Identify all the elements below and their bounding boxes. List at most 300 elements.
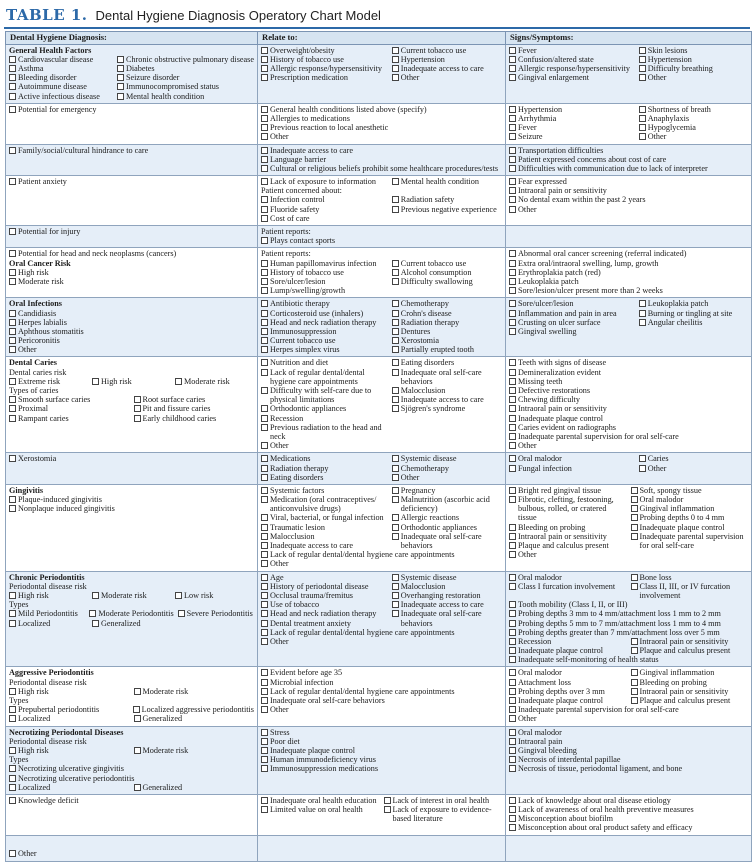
checkbox-moderate-risk[interactable] — [92, 592, 99, 599]
checkbox-active-infectious-disease[interactable] — [9, 93, 16, 100]
checkbox-seizure[interactable] — [509, 133, 516, 140]
checkbox-high-risk[interactable] — [9, 688, 16, 695]
checkbox-other[interactable] — [509, 442, 516, 449]
checkbox-item — [392, 582, 502, 591]
checkbox-sore-ulcer-lesion[interactable] — [261, 278, 268, 285]
subheading: Patient reports: — [261, 249, 311, 259]
checkbox-caries[interactable] — [639, 455, 646, 462]
checkbox-allergic-reactions[interactable] — [392, 514, 399, 521]
checkbox-pregnancy[interactable] — [392, 487, 399, 494]
checkbox-language-barrier[interactable] — [261, 156, 268, 163]
checkbox-inadequate-oral-self-care-behaviors[interactable] — [261, 697, 268, 704]
checkbox-item — [261, 619, 388, 628]
checkbox-difficulty-breathing[interactable] — [639, 65, 646, 72]
checkbox-lack-of-interest-in-oral-health[interactable] — [384, 797, 391, 804]
checkbox-label: Knowledge deficit — [18, 795, 79, 805]
checkbox-class-i-furcation-involvement[interactable] — [509, 583, 516, 590]
checkbox-label: Moderate risk — [142, 686, 189, 696]
checkbox-label: Bleeding on probing — [639, 677, 707, 687]
checkbox-poor-diet[interactable] — [261, 738, 268, 745]
checkbox-allergies-to-medications[interactable] — [261, 115, 268, 122]
checkbox-hypertension[interactable] — [509, 106, 516, 113]
checkbox-label: Plays contact sports — [270, 236, 336, 246]
checkbox-other[interactable] — [261, 133, 268, 140]
checkbox-intraoral-pain-or-sensitivity[interactable] — [509, 533, 516, 540]
checkbox-item — [509, 687, 627, 696]
checkbox-misconception-about-biofilm[interactable] — [509, 815, 516, 822]
checkbox-herpes-labialis[interactable] — [9, 319, 16, 326]
checkbox-plaque-and-calculus-present[interactable] — [509, 542, 516, 549]
checkbox-inadequate-plaque-control[interactable] — [509, 415, 516, 422]
checkbox-other[interactable] — [261, 706, 268, 713]
checkbox-item — [261, 696, 502, 705]
table-number: TABLE 1. — [6, 6, 88, 24]
checkbox-plaque-and-calculus-present[interactable] — [631, 697, 638, 704]
checkbox-pericoronitis[interactable] — [9, 337, 16, 344]
checkbox-misconception-about-oral-product-safety-[interactable] — [509, 824, 516, 831]
checkbox-label: Lump/swelling/growth — [270, 286, 346, 296]
checkbox-item — [509, 486, 627, 495]
checkbox-systemic-disease[interactable] — [392, 574, 399, 581]
checkbox-tooth-mobility-class-i-ii-or-iii[interactable] — [509, 601, 516, 608]
checkbox-knowledge-deficit[interactable] — [9, 797, 16, 804]
checkbox-anaphylaxis[interactable] — [639, 115, 646, 122]
checkbox-previous-negative-experience[interactable] — [392, 206, 399, 213]
checkbox-probing-depths-3-mm-to-4-mm-attachment-l[interactable] — [509, 610, 516, 617]
checkbox-generalized[interactable] — [134, 715, 141, 722]
checkbox-immunosuppression[interactable] — [261, 328, 268, 335]
checkbox-radiation-safety[interactable] — [392, 196, 399, 203]
checkbox-necrotizing-ulcerative-periodontitis[interactable] — [9, 775, 16, 782]
checkbox-item — [509, 155, 748, 164]
checkbox-difficulties-with-communication-due-to-l[interactable] — [509, 165, 516, 172]
checkbox-inadequate-plaque-control[interactable] — [631, 524, 638, 531]
checkbox-fibrotic-clefting-festooning-bulbous-rol[interactable] — [509, 496, 516, 503]
checkbox-localized-aggressive-periodontitis[interactable] — [133, 706, 140, 713]
checkbox-lack-of-regular-dental-dental-hygiene-ca[interactable] — [261, 369, 268, 376]
checkbox-localized[interactable] — [9, 784, 16, 791]
checkbox-diabetes[interactable] — [117, 65, 124, 72]
checkbox-label: Sjögren's syndrome — [400, 404, 466, 414]
checkbox-chronic-obstructive-pulmonary-disease[interactable] — [117, 56, 124, 63]
checkbox-patient-anxiety[interactable] — [9, 178, 16, 185]
checkbox-sore-lesion-ulcer-present-more-than-2-we[interactable] — [509, 287, 516, 294]
checkbox-root-surface-caries[interactable] — [134, 396, 141, 403]
checkbox-mental-health-condition[interactable] — [117, 93, 124, 100]
checkbox-other[interactable] — [261, 560, 268, 567]
cell-diagnosis — [6, 667, 258, 726]
checkbox-skin-lesions[interactable] — [639, 47, 646, 54]
checkbox-smooth-surface-caries[interactable] — [9, 396, 16, 403]
checkbox-bleeding-on-probing[interactable] — [509, 524, 516, 531]
checkbox-antibiotic-therapy[interactable] — [261, 300, 268, 307]
checkbox-occlusal-trauma-fremitus[interactable] — [261, 592, 268, 599]
cell-relate — [258, 453, 506, 485]
checkbox-label: Nutrition and diet — [270, 358, 329, 368]
checkbox-systemic-factors[interactable] — [261, 487, 268, 494]
checkbox-item — [509, 327, 635, 336]
cell-signs — [506, 176, 752, 226]
checkbox-inadequate-access-to-care[interactable] — [261, 542, 268, 549]
checkbox-fluoride-safety[interactable] — [261, 206, 268, 213]
checkbox-item — [392, 486, 502, 495]
checkbox-sore-ulcer-lesion[interactable] — [509, 300, 516, 307]
checkbox-general-health-conditions-listed-above-s[interactable] — [261, 106, 268, 113]
checkbox-xerostomia[interactable] — [9, 455, 16, 462]
checkbox-extreme-risk[interactable] — [9, 378, 16, 385]
checkbox-hypertension[interactable] — [639, 56, 646, 63]
checkbox-probing-depths-greater-than-7-mm-attachm[interactable] — [509, 629, 516, 636]
checkbox-allergic-response-hypersensitivity[interactable] — [261, 65, 268, 72]
checkbox-missing-teeth[interactable] — [509, 378, 516, 385]
checkbox-necrosis-of-interdental-papillae[interactable] — [509, 756, 516, 763]
checkbox-moderate-risk[interactable] — [134, 747, 141, 754]
checkbox-item — [9, 609, 85, 618]
checkbox-previous-radiation-to-the-head-and-neck[interactable] — [261, 424, 268, 431]
checkbox-fever[interactable] — [509, 47, 516, 54]
checkbox-gingival-bleeding[interactable] — [509, 747, 516, 754]
checkbox-prescription-medication[interactable] — [261, 74, 268, 81]
checkbox-eating-disorders[interactable] — [392, 359, 399, 366]
checkbox-plaque-induced-gingivitis[interactable] — [9, 496, 16, 503]
checkbox-other[interactable] — [261, 442, 268, 449]
checkbox-lack-of-regular-dental-dental-hygiene-ca[interactable] — [261, 688, 268, 695]
checkbox-early-childhood-caries[interactable] — [134, 415, 141, 422]
checkbox-fever[interactable] — [509, 124, 516, 131]
checkbox-recession[interactable] — [509, 638, 516, 645]
checkbox-item — [261, 358, 388, 367]
checkbox-other[interactable] — [639, 465, 646, 472]
checkbox-rampant-caries[interactable] — [9, 415, 16, 422]
checkbox-leukoplakia-patch[interactable] — [639, 300, 646, 307]
checkbox-cultural-or-religious-beliefs-prohibit-s[interactable] — [261, 165, 268, 172]
checkbox-high-risk[interactable] — [9, 592, 16, 599]
checkbox-item — [261, 609, 388, 618]
checkbox-no-dental-exam-within-the-past-2-years[interactable] — [509, 196, 516, 203]
checkbox-defective-restorations[interactable] — [509, 387, 516, 394]
checkbox-lack-of-regular-dental-dental-hygiene-ca[interactable] — [261, 629, 268, 636]
checkbox-plaque-and-calculus-present[interactable] — [631, 647, 638, 654]
checkbox-high-risk[interactable] — [9, 269, 16, 276]
checkbox-item — [509, 678, 627, 687]
checkbox-item — [639, 299, 748, 308]
checkbox-allergic-response-hypersensitivity[interactable] — [509, 65, 516, 72]
checkbox-inadequate-parental-supervision-for-oral[interactable] — [631, 533, 638, 540]
checkbox-immunocompromised-status[interactable] — [117, 83, 124, 90]
checkbox-autoimmune-disease[interactable] — [9, 83, 16, 90]
checkbox-stress[interactable] — [261, 729, 268, 736]
checkbox-dental-treatment-anxiety[interactable] — [261, 620, 268, 627]
checkbox-inadequate-access-to-care[interactable] — [392, 396, 399, 403]
checkbox-human-immunodeficiency-virus[interactable] — [261, 756, 268, 763]
checkbox-overhanging-restoration[interactable] — [392, 592, 399, 599]
checkbox-probing-depths-over-3-mm[interactable] — [509, 688, 516, 695]
checkbox-eating-disorders[interactable] — [261, 474, 268, 481]
checkbox-high-risk[interactable] — [92, 378, 99, 385]
checkbox-localized[interactable] — [9, 715, 16, 722]
checkbox-label: Chronic obstructive pulmonary disease — [125, 54, 254, 64]
checkbox-inadequate-access-to-care[interactable] — [392, 65, 399, 72]
checkbox-lack-of-exposure-to-information[interactable] — [261, 178, 268, 185]
checkbox-other[interactable] — [392, 74, 399, 81]
checkbox-radiation-therapy[interactable] — [392, 319, 399, 326]
checkbox-generalized[interactable] — [134, 784, 141, 791]
checkbox-demineralization-evident[interactable] — [509, 369, 516, 376]
checkbox-other[interactable] — [639, 74, 646, 81]
checkbox-label: Gingival inflammation — [639, 504, 715, 514]
checkbox-label: Gingival inflammation — [639, 668, 715, 678]
checkbox-necrotizing-ulcerative-gingivitis[interactable] — [9, 765, 16, 772]
checkbox-bleeding-on-probing[interactable] — [631, 679, 638, 686]
checkbox-difficulty-with-self-care-due-to-physica[interactable] — [261, 387, 268, 394]
checkbox-soft-spongy-tissue[interactable] — [631, 487, 638, 494]
checkbox-item — [134, 687, 255, 696]
checkbox-other[interactable] — [261, 638, 268, 645]
checkbox-moderate-risk[interactable] — [9, 278, 16, 285]
checkbox-immunosuppression-medications[interactable] — [261, 765, 268, 772]
checkbox-oral-malodor[interactable] — [631, 496, 638, 503]
checkbox-other[interactable] — [639, 133, 646, 140]
checkbox-human-papillomavirus-infection[interactable] — [261, 260, 268, 267]
checkbox-head-and-neck-radiation-therapy[interactable] — [261, 319, 268, 326]
checkbox-asthma[interactable] — [9, 65, 16, 72]
checkbox-fear-expressed[interactable] — [509, 178, 516, 185]
checkbox-potential-for-head-and-neck-neoplasms-ca[interactable] — [9, 250, 16, 257]
checkbox-radiation-therapy[interactable] — [261, 465, 268, 472]
checkbox-item — [392, 299, 502, 308]
checkbox-xerostomia[interactable] — [392, 337, 399, 344]
checkbox-medications[interactable] — [261, 455, 268, 462]
checkbox-evident-before-age-35[interactable] — [261, 669, 268, 676]
checkbox-plays-contact-sports[interactable] — [261, 237, 268, 244]
checkbox-potential-for-injury[interactable] — [9, 228, 16, 235]
checkbox-inadequate-oral-self-care-behaviors[interactable] — [392, 610, 399, 617]
checkbox-lack-of-awareness-of-oral-health-prevent[interactable] — [509, 806, 516, 813]
checkbox-item — [117, 82, 254, 91]
checkbox-intraoral-pain[interactable] — [509, 738, 516, 745]
checkbox-fungal-infection[interactable] — [509, 465, 516, 472]
checkbox-alcohol-consumption[interactable] — [392, 269, 399, 276]
checkbox-current-tobacco-use[interactable] — [392, 260, 399, 267]
checkbox-low-risk[interactable] — [175, 592, 182, 599]
checkbox-label: Plaque and calculus present — [639, 646, 731, 656]
checkbox-angular-cheilitis[interactable] — [639, 319, 646, 326]
checkbox-inadequate-parental-supervision-for-oral[interactable] — [509, 433, 516, 440]
checkbox-malocclusion[interactable] — [392, 583, 399, 590]
checkbox-cost-of-care[interactable] — [261, 215, 268, 222]
checkbox-shortness-of-breath[interactable] — [639, 106, 646, 113]
checkbox-label: Anaphylaxis — [647, 113, 690, 123]
checkbox-gingival-inflammation[interactable] — [631, 669, 638, 676]
checkbox-caries-evident-on-radiographs[interactable] — [509, 424, 516, 431]
checkbox-malocclusion[interactable] — [261, 533, 268, 540]
checkbox-dentures[interactable] — [392, 328, 399, 335]
checkbox-potential-for-emergency[interactable] — [9, 106, 16, 113]
checkbox-nutrition-and-diet[interactable] — [261, 359, 268, 366]
checkbox-crohn-s-disease[interactable] — [392, 310, 399, 317]
checkbox-hypoglycemia[interactable] — [639, 124, 646, 131]
checkbox-probing-depths-5-mm-to-7-mm-attachment-l[interactable] — [509, 620, 516, 627]
checkbox-leukoplakia-patch[interactable] — [509, 278, 516, 285]
checkbox-medication-oral-contraceptives-anticonvu[interactable] — [261, 496, 268, 503]
checkbox-localized[interactable] — [9, 620, 16, 627]
checkbox-mild-periodontitis[interactable] — [9, 610, 16, 617]
checkbox-infection-control[interactable] — [261, 196, 268, 203]
checkbox-history-of-tobacco-use[interactable] — [261, 56, 268, 63]
checkbox-intraoral-pain-or-sensitivity[interactable] — [509, 405, 516, 412]
checkbox-inadequate-access-to-care[interactable] — [261, 147, 268, 154]
checkbox-moderate-periodontitis[interactable] — [89, 610, 96, 617]
checkbox-teeth-with-signs-of-disease[interactable] — [509, 359, 516, 366]
checkbox-inadequate-self-monitoring-of-health-sta[interactable] — [509, 656, 516, 663]
checkbox-abnormal-oral-cancer-screening-referral-[interactable] — [509, 250, 516, 257]
checkbox-generalized[interactable] — [92, 620, 99, 627]
checkbox-orthodontic-appliances[interactable] — [392, 524, 399, 531]
checkbox-lack-of-exposure-to-evidence-based-liter[interactable] — [384, 806, 391, 813]
checkbox-limited-value-on-oral-health[interactable] — [261, 806, 268, 813]
checkbox-label: Inadequate parental supervision for oral self-care — [639, 531, 744, 550]
checkbox-inflammation-and-pain-in-area[interactable] — [509, 310, 516, 317]
checkbox-confusion-altered-state[interactable] — [509, 56, 516, 63]
checkbox-inadequate-plaque-control[interactable] — [509, 647, 516, 654]
checkbox-erythroplakia-patch-red[interactable] — [509, 269, 516, 276]
checkbox-bleeding-disorder[interactable] — [9, 74, 16, 81]
checkbox-corticosteroid-use-inhalers[interactable] — [261, 310, 268, 317]
checkbox-intraoral-pain-or-sensitivity[interactable] — [509, 187, 516, 194]
checkbox-partially-erupted-tooth[interactable] — [392, 346, 399, 353]
checkbox-head-and-neck-radiation-therapy[interactable] — [261, 610, 268, 617]
checkbox-oral-malodor[interactable] — [509, 574, 516, 581]
checkbox-gingival-inflammation[interactable] — [631, 505, 638, 512]
checkbox-overweight-obesity[interactable] — [261, 47, 268, 54]
checkbox-label: Allergies to medications — [270, 113, 350, 123]
cell-diagnosis — [6, 835, 258, 861]
checkbox-inadequate-oral-health-education[interactable] — [261, 797, 268, 804]
checkbox-other[interactable] — [509, 551, 516, 558]
table-caption: Dental Hygiene Diagnosis Operatory Chart Model — [95, 8, 381, 23]
checkbox-chemotherapy[interactable] — [392, 465, 399, 472]
checkbox-necrosis-of-tissue-periodontal-ligament-[interactable] — [509, 765, 516, 772]
checkbox-chewing-difficulty[interactable] — [509, 396, 516, 403]
checkbox-traumatic-lesion[interactable] — [261, 524, 268, 531]
checkbox-other[interactable] — [392, 474, 399, 481]
checkbox-item — [392, 259, 502, 268]
checkbox-label: Probing depths 3 mm to 4 mm/attachment loss 1 mm to 2 mm — [518, 609, 721, 619]
checkbox-label: Herpes labialis — [18, 317, 67, 327]
checkbox-mental-health-condition[interactable] — [392, 178, 399, 185]
checkbox-oral-malodor[interactable] — [509, 729, 516, 736]
checkbox-inadequate-plaque-control[interactable] — [261, 747, 268, 754]
checkbox-family-social-cultural-hindrance-to-care[interactable] — [9, 147, 16, 154]
checkbox-moderate-risk[interactable] — [175, 378, 182, 385]
checkbox-high-risk[interactable] — [9, 747, 16, 754]
checkbox-severe-periodontitis[interactable] — [178, 610, 185, 617]
checkbox-arrhythmia[interactable] — [509, 115, 516, 122]
checkbox-other[interactable] — [9, 850, 16, 857]
checkbox-current-tobacco-use[interactable] — [392, 47, 399, 54]
checkbox-current-tobacco-use[interactable] — [261, 337, 268, 344]
checkbox-gingival-enlargement[interactable] — [509, 74, 516, 81]
checkbox-burning-or-tingling-at-site[interactable] — [639, 310, 646, 317]
checkbox-label: Localized — [18, 714, 51, 724]
checkbox-other[interactable] — [509, 206, 516, 213]
checkbox-seizure-disorder[interactable] — [117, 74, 124, 81]
checkbox-item — [261, 637, 502, 646]
checkbox-label: Defective restorations — [518, 386, 591, 395]
checkbox-attachment-loss[interactable] — [509, 679, 516, 686]
checkbox-class-ii-iii-or-iv-furcation-involvement[interactable] — [631, 583, 638, 590]
checkbox-nonplaque-induced-gingivitis[interactable] — [9, 505, 16, 512]
checkbox-oral-malodor[interactable] — [509, 669, 516, 676]
checkbox-orthodontic-appliances[interactable] — [261, 405, 268, 412]
checkbox-transportation-difficulties[interactable] — [509, 147, 516, 154]
checkbox-lump-swelling-growth[interactable] — [261, 287, 268, 294]
checkbox-label: Hypoglycemia — [647, 123, 696, 133]
checkbox-other[interactable] — [509, 715, 516, 722]
checkbox-item — [509, 358, 748, 367]
checkbox-inadequate-parental-supervision-for-oral[interactable] — [509, 706, 516, 713]
checkbox-cardiovascular-disease[interactable] — [9, 56, 16, 63]
checkbox-lack-of-knowledge-about-oral-disease-eti[interactable] — [509, 797, 516, 804]
checkbox-chemotherapy[interactable] — [392, 300, 399, 307]
checkbox-malnutrition-ascorbic-acid-deficiency[interactable] — [392, 496, 399, 503]
checkbox-herpes-simplex-virus[interactable] — [261, 346, 268, 353]
checkbox-lack-of-regular-dental-dental-hygiene-ca[interactable] — [261, 551, 268, 558]
checkbox-patient-expressed-concerns-about-cost-of[interactable] — [509, 156, 516, 163]
checkbox-intraoral-pain-or-sensitivity[interactable] — [631, 688, 638, 695]
checkbox-moderate-risk[interactable] — [134, 688, 141, 695]
checkbox-item — [175, 591, 254, 600]
checkbox-viral-bacterial-or-fungal-infection[interactable] — [261, 514, 268, 521]
checkbox-systemic-disease[interactable] — [392, 455, 399, 462]
checkbox-inadequate-oral-self-care-behaviors[interactable] — [392, 369, 399, 376]
checkbox-other[interactable] — [9, 346, 16, 353]
checkbox-use-of-tobacco[interactable] — [261, 601, 268, 608]
checkbox-microbial-infection[interactable] — [261, 679, 268, 686]
checkbox-recession[interactable] — [261, 415, 268, 422]
checkbox-previous-reaction-to-local-anesthetic[interactable] — [261, 124, 268, 131]
checkbox-probing-depths-0-to-4-mm[interactable] — [631, 514, 638, 521]
checkbox-prepubertal-periodontitis[interactable] — [9, 706, 16, 713]
checkbox-sj-gren-s-syndrome[interactable] — [392, 405, 399, 412]
checkbox-gingival-swelling[interactable] — [509, 328, 516, 335]
checkbox-oral-malodor[interactable] — [509, 455, 516, 462]
checkbox-crusting-on-ulcer-surface[interactable] — [509, 319, 516, 326]
checkbox-bone-loss[interactable] — [631, 574, 638, 581]
checkbox-label: Difficulty breathing — [647, 64, 713, 73]
checkbox-label: Class I furcation involvement — [518, 581, 616, 591]
checkbox-history-of-tobacco-use[interactable] — [261, 269, 268, 276]
checkbox-history-of-periodontal-disease[interactable] — [261, 583, 268, 590]
checkbox-candidiasis[interactable] — [9, 310, 16, 317]
checkbox-extra-oral-intraoral-swelling-lump-growt[interactable] — [509, 260, 516, 267]
checkbox-difficulty-swallowing[interactable] — [392, 278, 399, 285]
row-aggressive-periodontitis — [6, 667, 752, 726]
checkbox-inadequate-plaque-control[interactable] — [509, 697, 516, 704]
checkbox-hypertension[interactable] — [392, 56, 399, 63]
checkbox-malocclusion[interactable] — [392, 387, 399, 394]
checkbox-aphthous-stomatitis[interactable] — [9, 328, 16, 335]
checkbox-bright-red-gingival-tissue[interactable] — [509, 487, 516, 494]
checkbox-inadequate-access-to-care[interactable] — [392, 601, 399, 608]
checkbox-pit-and-fissure-caries[interactable] — [134, 405, 141, 412]
checkbox-age[interactable] — [261, 574, 268, 581]
checkbox-label: Intraoral pain — [518, 736, 563, 746]
checkbox-label: Probing depths 0 to 4 mm — [639, 513, 725, 523]
checkbox-proximal[interactable] — [9, 405, 16, 412]
checkbox-inadequate-oral-self-care-behaviors[interactable] — [392, 533, 399, 540]
checkbox-intraoral-pain-or-sensitivity[interactable] — [631, 638, 638, 645]
